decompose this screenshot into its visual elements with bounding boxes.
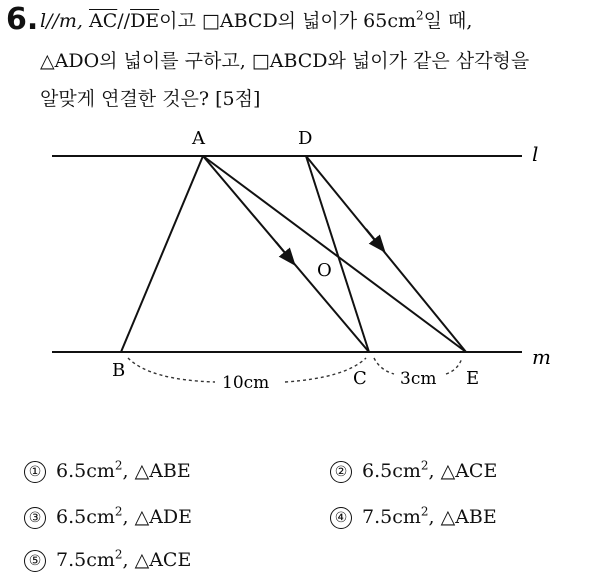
parallel-arrow-de bbox=[366, 229, 380, 246]
choice-triangle: , △ACE bbox=[122, 549, 192, 571]
choice-number: ⑤ bbox=[24, 550, 46, 572]
segment-ab bbox=[121, 156, 203, 352]
length-ce: 3cm bbox=[400, 369, 437, 389]
label-a: A bbox=[192, 128, 205, 149]
choice-number: ④ bbox=[330, 507, 352, 529]
stem-area-text: 이고 □ABCD의 넓이가 65cm bbox=[159, 10, 417, 32]
arc-ce-right bbox=[446, 358, 462, 374]
choice-area-exponent: 2 bbox=[114, 547, 123, 562]
length-bc: 10cm bbox=[222, 373, 270, 393]
label-m: m bbox=[532, 345, 551, 369]
arc-bc bbox=[128, 358, 215, 382]
question-stem-line-3: 알맞게 연결한 것은? [5점] bbox=[40, 88, 261, 110]
choice-number: ① bbox=[24, 461, 46, 483]
label-l: l bbox=[532, 142, 539, 166]
label-b: B bbox=[112, 360, 126, 381]
choice-area: 7.5cm bbox=[362, 506, 421, 528]
segment-ae bbox=[203, 156, 466, 352]
parallel-arrow-ac bbox=[276, 242, 290, 259]
stem-condition-text: 일 때, bbox=[423, 10, 473, 32]
choice-triangle: , △ADE bbox=[122, 506, 193, 528]
segment-ac: $\overline{AC}$ bbox=[88, 10, 118, 32]
choice-area-exponent: 2 bbox=[114, 458, 123, 473]
choice-5[interactable] bbox=[24, 548, 191, 572]
parallel-symbol: // bbox=[117, 10, 131, 32]
choice-triangle: , △ABE bbox=[428, 506, 497, 528]
choice-number: ③ bbox=[24, 507, 46, 529]
geometry-figure bbox=[0, 118, 602, 398]
segment-de-line bbox=[306, 156, 466, 352]
choice-area-exponent: 2 bbox=[420, 458, 429, 473]
choice-area-exponent: 2 bbox=[420, 504, 429, 519]
question-stem-line-2: △ADO의 넓이를 구하고, □ABCD와 넓이가 같은 삼각형을 bbox=[40, 50, 530, 72]
area-exponent: 2 bbox=[416, 8, 424, 23]
choice-3[interactable] bbox=[24, 505, 192, 529]
choice-triangle: , △ACE bbox=[428, 460, 498, 482]
arc-ce bbox=[374, 358, 394, 374]
segment-dc bbox=[306, 156, 369, 352]
choice-1[interactable] bbox=[24, 459, 191, 483]
choice-area: 7.5cm bbox=[56, 549, 115, 571]
question-number: 6. bbox=[6, 2, 39, 37]
question-stem-line-1 bbox=[40, 8, 472, 34]
segment-de: $\overline{DE}$ bbox=[130, 10, 160, 32]
label-o: O bbox=[317, 260, 332, 281]
label-e: E bbox=[466, 368, 480, 389]
choice-area-exponent: 2 bbox=[114, 504, 123, 519]
choice-area: 6.5cm bbox=[56, 460, 115, 482]
choice-2[interactable] bbox=[330, 459, 497, 483]
choice-number: ② bbox=[330, 461, 352, 483]
choice-triangle: , △ABE bbox=[122, 460, 191, 482]
label-c: C bbox=[353, 368, 367, 389]
label-d: D bbox=[298, 128, 313, 149]
choice-4[interactable] bbox=[330, 505, 497, 529]
parallel-statement-lm: l//m, bbox=[40, 10, 89, 32]
choice-area: 6.5cm bbox=[362, 460, 421, 482]
choice-area: 6.5cm bbox=[56, 506, 115, 528]
